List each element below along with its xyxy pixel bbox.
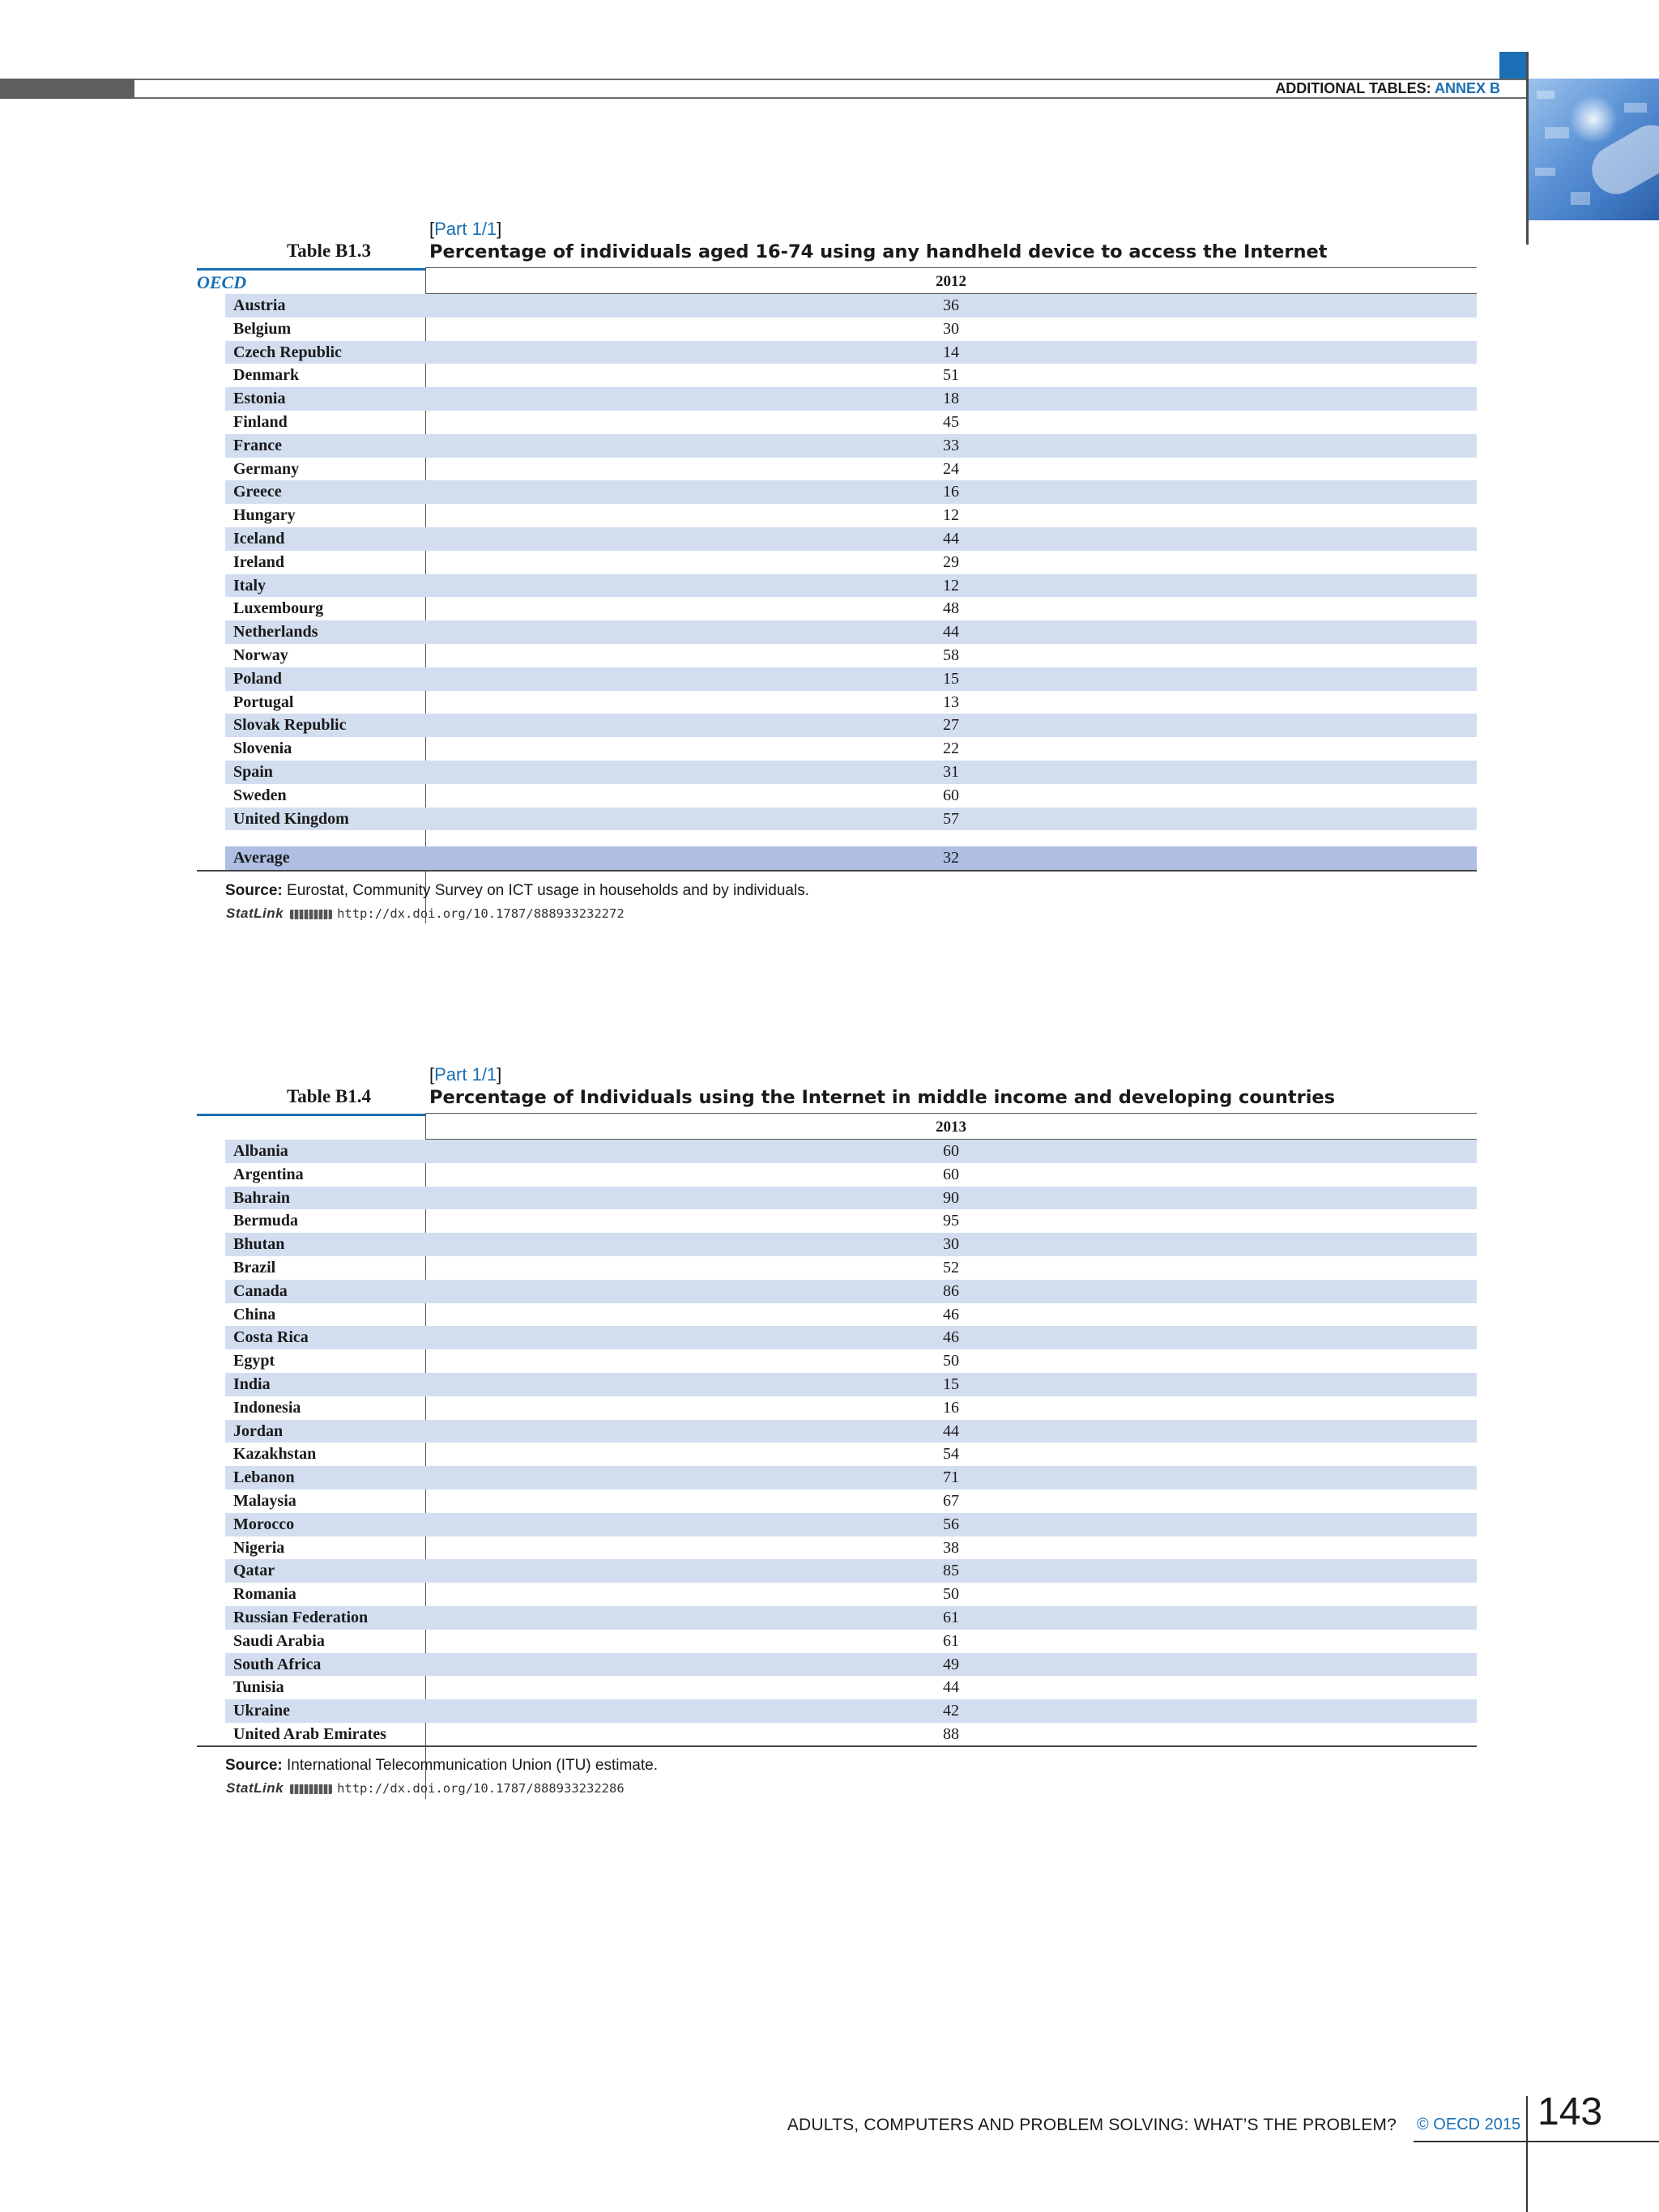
table-row xyxy=(225,1490,1477,1513)
country-name: Bermuda xyxy=(233,1212,298,1230)
percentage-value: 85 xyxy=(943,1562,959,1580)
country-name: Denmark xyxy=(233,366,300,385)
country-name: Argentina xyxy=(233,1165,304,1183)
percentage-value: 18 xyxy=(943,390,959,408)
percentage-value: 13 xyxy=(943,693,959,711)
percentage-value: 38 xyxy=(943,1538,959,1557)
percentage-value: 60 xyxy=(943,786,959,804)
year-header: 2013 xyxy=(936,1119,966,1136)
percentage-value: 58 xyxy=(943,646,959,664)
table-row xyxy=(225,1676,1477,1699)
table-row xyxy=(225,1653,1477,1677)
table-row xyxy=(225,691,1477,714)
table-row xyxy=(225,574,1477,598)
country-name: Spain xyxy=(233,762,273,781)
country-name: Norway xyxy=(233,646,288,664)
table-row xyxy=(225,458,1477,481)
country-name: Slovak Republic xyxy=(233,716,347,735)
country-name: Hungary xyxy=(233,506,296,525)
table-row xyxy=(225,294,1477,318)
table-bottom-rule xyxy=(197,870,1477,872)
country-name: Indonesia xyxy=(233,1398,301,1417)
percentage-value: 16 xyxy=(943,1398,959,1417)
percentage-value: 12 xyxy=(943,506,959,525)
table-row xyxy=(225,318,1477,341)
table-label: Table B1.4 xyxy=(287,1086,371,1106)
table-row xyxy=(225,341,1477,364)
table-row xyxy=(225,1233,1477,1256)
percentage-value: 22 xyxy=(943,739,959,758)
country-name: Malaysia xyxy=(233,1491,296,1510)
country-name: Albania xyxy=(233,1142,288,1160)
table-row xyxy=(225,1303,1477,1327)
percentage-value: 48 xyxy=(943,599,959,618)
statlink-label: StatLink xyxy=(226,1780,284,1796)
percentage-value: 60 xyxy=(943,1165,959,1183)
percentage-value: 46 xyxy=(943,1328,959,1347)
table-row xyxy=(225,1280,1477,1303)
percentage-value: 12 xyxy=(943,576,959,595)
table-part: [Part 1/1] xyxy=(429,219,502,239)
table-source: Source: Eurostat, Community Survey on ICT usage in households and by individuals. xyxy=(225,882,809,899)
table-row xyxy=(225,1723,1477,1746)
table-row xyxy=(225,387,1477,411)
image-block xyxy=(1545,127,1569,139)
table-top-rule xyxy=(425,1113,1477,1114)
table-top-rule xyxy=(425,267,1477,268)
percentage-value: 56 xyxy=(943,1515,959,1533)
percentage-value: 95 xyxy=(943,1212,959,1230)
image-block xyxy=(1571,192,1590,205)
percentage-value: 42 xyxy=(943,1702,959,1720)
percentage-value: 31 xyxy=(943,762,959,781)
table-row xyxy=(225,1420,1477,1443)
running-header-annex: ANNEX B xyxy=(1434,80,1500,96)
percentage-value: 60 xyxy=(943,1142,959,1160)
footer-vertical-rule xyxy=(1526,2096,1528,2212)
percentage-value: 15 xyxy=(943,669,959,688)
country-name: Saudi Arabia xyxy=(233,1631,325,1650)
country-name: Estonia xyxy=(233,390,286,408)
percentage-value: 57 xyxy=(943,809,959,828)
table-row xyxy=(225,761,1477,784)
percentage-value: 36 xyxy=(943,296,959,314)
country-name: Greece xyxy=(233,483,282,501)
image-block xyxy=(1624,103,1647,113)
country-name: Qatar xyxy=(233,1562,275,1580)
table-row xyxy=(225,808,1477,831)
table-row xyxy=(225,784,1477,808)
table-row xyxy=(225,527,1477,551)
country-name: Czech Republic xyxy=(233,343,342,361)
table-row xyxy=(225,1140,1477,1163)
percentage-value: 52 xyxy=(943,1258,959,1276)
country-name: Egypt xyxy=(233,1352,275,1370)
percentage-value: 24 xyxy=(943,459,959,478)
percentage-value: 30 xyxy=(943,1235,959,1254)
country-name: Luxembourg xyxy=(233,599,324,618)
statlink-icon xyxy=(290,910,332,919)
percentage-value: 44 xyxy=(943,529,959,548)
country-name: Slovenia xyxy=(233,739,292,758)
statlink[interactable] xyxy=(226,906,625,922)
table-row xyxy=(225,714,1477,737)
table-row xyxy=(225,1209,1477,1233)
table-row xyxy=(225,644,1477,667)
table-row xyxy=(225,1187,1477,1210)
country-name: Tunisia xyxy=(233,1678,284,1697)
percentage-value: 27 xyxy=(943,716,959,735)
footer-copyright: © OECD 2015 xyxy=(1417,2116,1521,2133)
country-name: Lebanon xyxy=(233,1468,295,1487)
table-rows xyxy=(225,294,1477,830)
table-row xyxy=(225,504,1477,527)
table-blue-rule xyxy=(197,268,425,271)
percentage-value: 44 xyxy=(943,1421,959,1440)
table-row xyxy=(225,364,1477,387)
country-name: France xyxy=(233,436,282,454)
footer-book-title: ADULTS, COMPUTERS AND PROBLEM SOLVING: WHAT’S THE PROBLEM? xyxy=(787,2116,1397,2134)
table-row xyxy=(225,620,1477,644)
running-header-prefix: ADDITIONAL TABLES: xyxy=(1275,80,1431,96)
table-row xyxy=(225,1536,1477,1560)
country-name: China xyxy=(233,1305,276,1323)
percentage-value: 45 xyxy=(943,412,959,431)
percentage-value: 51 xyxy=(943,366,959,385)
table-row xyxy=(225,1466,1477,1490)
country-name: Bahrain xyxy=(233,1188,291,1207)
country-name: Sweden xyxy=(233,786,287,804)
table-row xyxy=(225,737,1477,761)
table-row xyxy=(225,1443,1477,1466)
percentage-value: 33 xyxy=(943,436,959,454)
table-title: Percentage of Individuals using the Internet in middle income and developing countries xyxy=(429,1087,1336,1108)
percentage-value: 30 xyxy=(943,319,959,338)
page-number: 143 xyxy=(1537,2091,1603,2133)
statlink-url[interactable]: http://dx.doi.org/10.1787/888933232272 xyxy=(337,906,625,921)
table-row xyxy=(225,411,1477,434)
country-name: Iceland xyxy=(233,529,285,548)
country-name: Jordan xyxy=(233,1421,284,1440)
table-b1-3 xyxy=(197,215,1477,927)
percentage-value: 50 xyxy=(943,1585,959,1604)
statlink-url[interactable]: http://dx.doi.org/10.1787/888933232286 xyxy=(337,1781,625,1796)
table-row xyxy=(225,667,1477,691)
country-name: Canada xyxy=(233,1281,288,1300)
country-name: Ukraine xyxy=(233,1702,290,1720)
oecd-group-label: OECD xyxy=(197,272,247,292)
year-header: 2012 xyxy=(936,273,966,290)
table-row xyxy=(225,480,1477,504)
average-label: Average xyxy=(233,849,290,867)
percentage-value: 61 xyxy=(943,1608,959,1626)
percentage-value: 67 xyxy=(943,1491,959,1510)
footer-rule xyxy=(1414,2141,1659,2142)
table-blue-rule xyxy=(197,1114,425,1116)
table-row xyxy=(225,597,1477,620)
country-name: Ireland xyxy=(233,552,284,571)
country-name: Belgium xyxy=(233,319,292,338)
percentage-value: 14 xyxy=(943,343,959,361)
header-rule-bottom xyxy=(134,97,1528,99)
table-row xyxy=(225,551,1477,574)
percentage-value: 71 xyxy=(943,1468,959,1487)
image-block xyxy=(1535,168,1555,176)
table-row xyxy=(225,1630,1477,1653)
table-b1-4 xyxy=(197,1060,1477,1805)
country-name: United Arab Emirates xyxy=(233,1724,386,1743)
country-name: Romania xyxy=(233,1585,296,1604)
table-row xyxy=(225,1163,1477,1187)
country-name: United Kingdom xyxy=(233,809,349,828)
percentage-value: 54 xyxy=(943,1445,959,1464)
table-row xyxy=(225,1349,1477,1373)
country-name: Finland xyxy=(233,412,288,431)
statlink-icon xyxy=(290,1784,332,1794)
table-row xyxy=(225,434,1477,458)
table-row xyxy=(225,1699,1477,1723)
table-row xyxy=(225,1326,1477,1349)
country-name: Brazil xyxy=(233,1258,276,1276)
country-name: Austria xyxy=(233,296,286,314)
header-accent-square xyxy=(1499,52,1526,79)
table-bottom-rule xyxy=(197,1745,1477,1747)
table-row xyxy=(225,1513,1477,1536)
header-dark-bar xyxy=(0,79,134,99)
table-row xyxy=(225,1583,1477,1606)
country-name: Russian Federation xyxy=(233,1608,369,1626)
percentage-value: 44 xyxy=(943,623,959,641)
running-header xyxy=(1275,80,1500,97)
table-row xyxy=(225,1373,1477,1396)
country-name: Nigeria xyxy=(233,1538,285,1557)
country-name: India xyxy=(233,1375,271,1393)
image-block xyxy=(1537,91,1555,99)
average-row xyxy=(225,846,1477,870)
percentage-value: 50 xyxy=(943,1352,959,1370)
country-name: Poland xyxy=(233,669,283,688)
average-value: 32 xyxy=(943,849,959,867)
table-source: Source: International Telecommunication Union (ITU) estimate. xyxy=(225,1757,658,1774)
percentage-value: 88 xyxy=(943,1724,959,1743)
country-name: Portugal xyxy=(233,693,294,711)
percentage-value: 16 xyxy=(943,483,959,501)
percentage-value: 46 xyxy=(943,1305,959,1323)
country-name: Germany xyxy=(233,459,300,478)
table-label: Table B1.3 xyxy=(287,241,371,261)
table-rows xyxy=(225,1140,1477,1746)
country-name: Netherlands xyxy=(233,623,318,641)
statlink[interactable] xyxy=(226,1780,625,1796)
image-glow xyxy=(1569,95,1618,143)
percentage-value: 90 xyxy=(943,1188,959,1207)
table-part: [Part 1/1] xyxy=(429,1064,502,1085)
percentage-value: 49 xyxy=(943,1655,959,1673)
statlink-label: StatLink xyxy=(226,906,284,921)
country-name: Italy xyxy=(233,576,266,595)
table-row xyxy=(225,1559,1477,1583)
percentage-value: 29 xyxy=(943,552,959,571)
table-title: Percentage of individuals aged 16-74 using any handheld device to access the Internet xyxy=(429,241,1328,262)
country-name: Costa Rica xyxy=(233,1328,309,1347)
percentage-value: 61 xyxy=(943,1631,959,1650)
country-name: South Africa xyxy=(233,1655,322,1673)
header-decorative-image xyxy=(1529,79,1659,220)
country-name: Bhutan xyxy=(233,1235,285,1254)
country-name: Kazakhstan xyxy=(233,1445,317,1464)
percentage-value: 44 xyxy=(943,1678,959,1697)
country-name: Morocco xyxy=(233,1515,295,1533)
table-row xyxy=(225,1396,1477,1420)
table-row xyxy=(225,1606,1477,1630)
percentage-value: 15 xyxy=(943,1375,959,1393)
percentage-value: 86 xyxy=(943,1281,959,1300)
table-row xyxy=(225,1256,1477,1280)
